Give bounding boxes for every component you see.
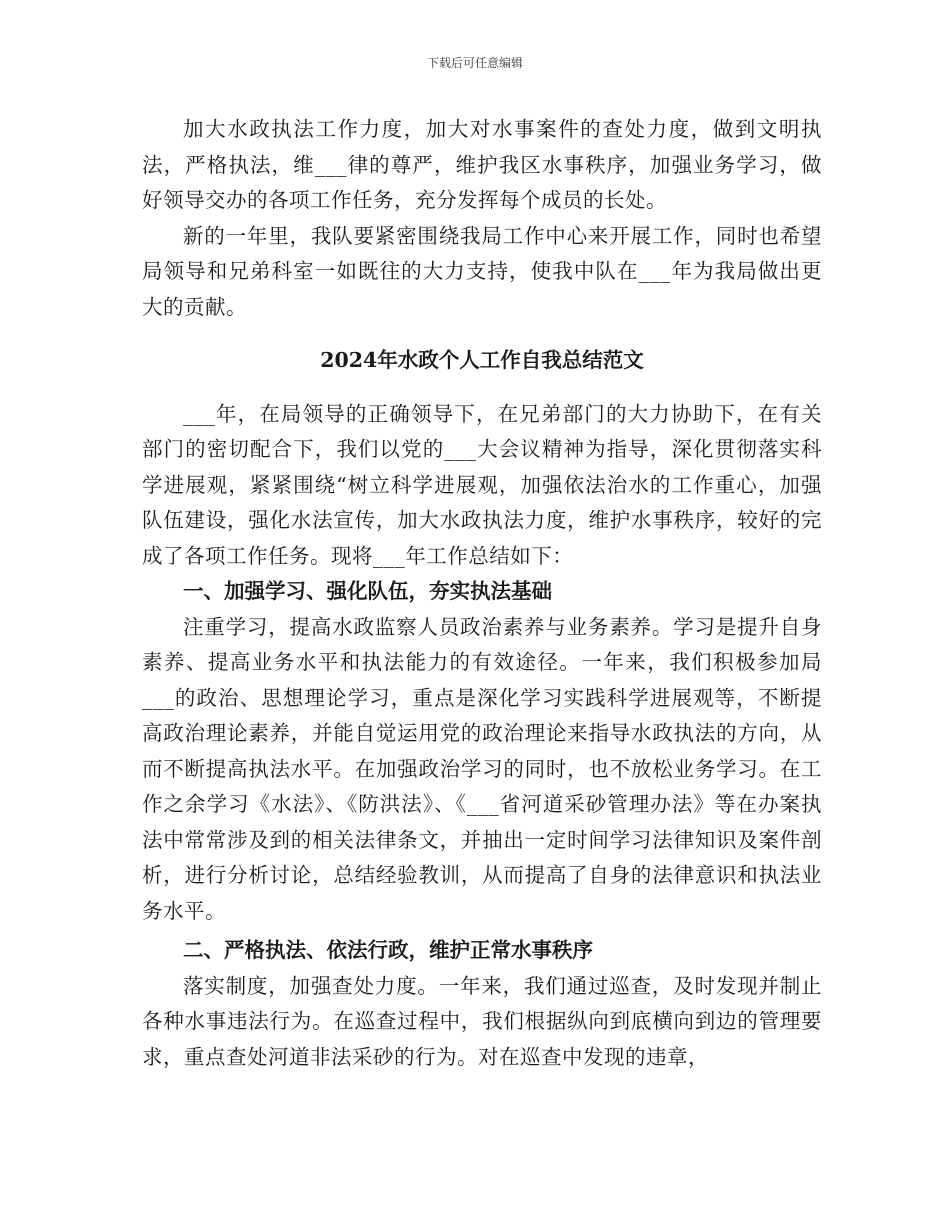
document-title: 2024年水政个人工作自我总结范文	[320, 348, 644, 372]
intro-paragraph: ___年，在局领导的正确领导下，在兄弟部门的大力协助下，在有关部门的密切配合下，我们以党的___大会议精神为指导，深化贯彻落实科学进展观，紧紧围绕“树立科学进展观，加强依法治水的工作重心，加强队伍建设，强化水法宣传，加大水政执法力度，维护水事秩序，较好的完成了各项工作任务。现将___年工作总结如下：	[142, 401, 822, 568]
section-body-1: 注重学习，提高水政监察人员政治素养与业务素养。学习是提升自身素养、提高业务水平和执法能力的有效途径。一年来，我们积极参加局___的政治、思想理论学习，重点是深化学习实践科学进展观等，不断提高政治理论素养，并能自觉运用党的政治理论来指导水政执法的方向，从而不断提高执法水平。在加强政治学习的同时，也不放松业务学习。在工作之余学习《水法》、《防洪法》、《___省河道采砂管理办法》等在办案执法中常常涉及到的相关法律条文，并抽出一定时间学习法律知识及案件剖析，进行分析讨论，总结经验教训，从而提高了自身的法律意识和执法业务水平。	[142, 614, 822, 923]
section-heading-2: 二、严格执法、依法行政，维护正常水事秩序	[183, 938, 593, 962]
section-heading-1: 一、加强学习、强化队伍，夯实执法基础	[183, 579, 552, 603]
paragraph: 加大水政执法工作力度，加大对水事案件的查处力度，做到文明执法，严格执法，维___律的尊严，维护我区水事秩序，加强业务学习，做好领导交办的各项工作任务，充分发挥每个成员的长处。	[142, 117, 822, 212]
page-header: 下载后可任意编辑	[426, 56, 523, 70]
section-body-2: 落实制度，加强查处力度。一年来，我们通过巡查，及时发现并制止各种水事违法行为。在巡查过程中，我们根据纵向到底横向到边的管理要求，重点查处河道非法采砂的行为。对在巡查中发现的违章，	[142, 973, 822, 1069]
document-body	[142, 112, 822, 1075]
paragraph: 新的一年里，我队要紧密围绕我局工作中心来开展工作，同时也希望局领导和兄弟科室一如既往的大力支持，使我中队在___年为我局做出更大的贡献。	[142, 223, 822, 319]
